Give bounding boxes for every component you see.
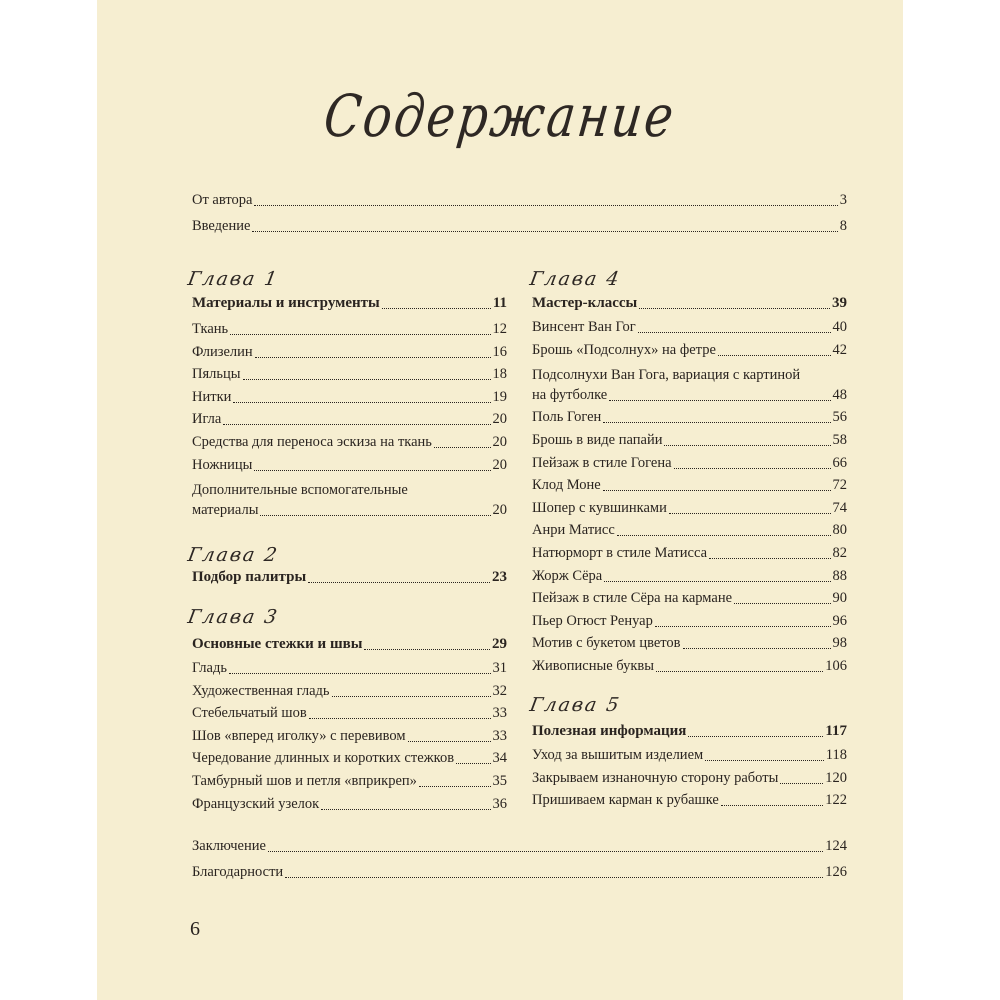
toc-entry-page: 36 bbox=[492, 795, 507, 812]
toc-entry-page: 8 bbox=[839, 218, 847, 234]
toc-entry bbox=[532, 319, 847, 336]
chapter-heading: Глава 1 bbox=[186, 268, 281, 290]
toc-entry bbox=[192, 411, 507, 428]
toc-entry-page: 20 bbox=[492, 501, 507, 518]
dot-leader bbox=[709, 558, 830, 559]
toc-entry bbox=[532, 613, 847, 630]
toc-entry-page: 18 bbox=[492, 366, 507, 383]
dot-leader bbox=[656, 671, 823, 672]
toc-entry bbox=[192, 481, 507, 519]
toc-entry-label: Жорж Сёра bbox=[532, 567, 603, 584]
chapter-heading: Глава 4 bbox=[528, 268, 623, 290]
dot-leader bbox=[638, 332, 831, 333]
toc-entry-page: 120 bbox=[825, 769, 847, 786]
toc-entry bbox=[192, 864, 847, 881]
dot-leader bbox=[419, 786, 491, 787]
toc-entry bbox=[532, 477, 847, 494]
toc-entry-page: 31 bbox=[492, 660, 507, 676]
dot-leader bbox=[705, 760, 824, 761]
toc-entry-label: Закрываем изнаночную сторону работы bbox=[532, 769, 779, 786]
toc-entry-label: Материалы и инструменты bbox=[192, 295, 380, 311]
toc-entry-label: Стебельчатый шов bbox=[192, 705, 307, 722]
toc-entry-page: 117 bbox=[825, 723, 847, 739]
toc-entry bbox=[192, 344, 507, 361]
toc-entry-label: Заключение bbox=[192, 838, 266, 854]
toc-entry bbox=[192, 683, 507, 700]
toc-entry-page: 3 bbox=[839, 192, 847, 208]
toc-entry bbox=[532, 747, 847, 764]
dot-leader bbox=[230, 334, 490, 335]
toc-entry-label: Пейзаж в стиле Сёра на кармане bbox=[532, 590, 733, 607]
toc-entry-label: Подбор палитры bbox=[192, 569, 307, 585]
toc-entry-label: Живописные буквы bbox=[532, 658, 654, 674]
toc-entry-page: 39 bbox=[832, 295, 847, 311]
dot-leader bbox=[229, 673, 491, 674]
dot-leader bbox=[233, 402, 490, 403]
dot-leader bbox=[364, 649, 490, 650]
toc-entry-label-line1: Подсолнухи Ван Гога, вариация с картиной bbox=[532, 366, 801, 383]
toc-entry bbox=[192, 569, 507, 586]
dot-leader bbox=[332, 696, 491, 697]
dot-leader bbox=[734, 603, 830, 604]
toc-entry bbox=[192, 728, 507, 745]
toc-entry-page: 42 bbox=[832, 341, 847, 358]
toc-entry bbox=[192, 838, 847, 855]
dot-leader bbox=[604, 581, 830, 582]
toc-entry-page: 96 bbox=[832, 612, 847, 629]
toc-entry-page: 20 bbox=[492, 434, 507, 450]
toc-entry-page: 11 bbox=[492, 295, 507, 311]
toc-entry-label: Брошь в виде папайи bbox=[532, 432, 663, 448]
toc-entry bbox=[532, 770, 847, 787]
toc-entry bbox=[192, 773, 507, 790]
toc-entry-page: 20 bbox=[492, 456, 507, 473]
toc-entry-label: Тамбурный шов и петля «вприкреп» bbox=[192, 773, 417, 789]
dot-leader bbox=[609, 400, 830, 401]
chapter-heading: Глава 3 bbox=[186, 606, 281, 628]
toc-entry bbox=[192, 457, 507, 474]
toc-entry-page: 98 bbox=[832, 635, 847, 652]
dot-leader bbox=[434, 447, 491, 448]
toc-entry-label: Гладь bbox=[192, 660, 227, 676]
page-number: 6 bbox=[190, 918, 200, 940]
toc-entry bbox=[532, 432, 847, 449]
toc-entry-label: на футболке bbox=[532, 386, 608, 403]
toc-entry bbox=[532, 342, 847, 359]
toc-entry bbox=[532, 295, 847, 312]
dot-leader bbox=[664, 445, 830, 446]
toc-entry-page: 66 bbox=[832, 454, 847, 471]
toc-entry bbox=[192, 434, 507, 451]
toc-entry-label: Ножницы bbox=[192, 456, 253, 473]
dot-leader bbox=[718, 355, 831, 356]
chapter-heading: Глава 5 bbox=[528, 694, 623, 716]
dot-leader bbox=[669, 513, 831, 514]
toc-entry bbox=[532, 590, 847, 607]
toc-entry-label: Нитки bbox=[192, 388, 232, 405]
toc-entry-page: 16 bbox=[492, 343, 507, 360]
dot-leader bbox=[243, 379, 491, 380]
dot-leader bbox=[655, 626, 831, 627]
toc-entry-label: Натюрморт в стиле Матисса bbox=[532, 545, 708, 561]
toc-entry-page: 56 bbox=[832, 409, 847, 426]
toc-entry bbox=[192, 660, 507, 677]
toc-entry-label: материалы bbox=[192, 501, 259, 518]
toc-entry-label: Благодарности bbox=[192, 864, 284, 880]
toc-entry-label: Пейзаж в стиле Гогена bbox=[532, 454, 672, 471]
dot-leader bbox=[603, 490, 831, 491]
toc-entry-label: Ткань bbox=[192, 321, 229, 337]
toc-entry-page: 34 bbox=[492, 750, 507, 767]
toc-entry-label: От автора bbox=[192, 192, 253, 208]
toc-entry-label: Пришиваем карман к рубашке bbox=[532, 792, 719, 809]
toc-entry-label: Средства для переноса эскиза на ткань bbox=[192, 434, 432, 450]
toc-entry bbox=[192, 366, 507, 383]
toc-entry-label: Игла bbox=[192, 411, 222, 428]
toc-entry bbox=[192, 705, 507, 722]
toc-entry-label: Шопер с кувшинками bbox=[532, 499, 667, 516]
toc-entry-label: Мотив с букетом цветов bbox=[532, 635, 681, 652]
dot-leader bbox=[285, 877, 823, 878]
toc-entry bbox=[532, 658, 847, 675]
dot-leader bbox=[223, 424, 490, 425]
toc-entry bbox=[532, 522, 847, 539]
toc-entry-page: 126 bbox=[825, 864, 847, 880]
toc-entry-label: Пьер Огюст Ренуар bbox=[532, 612, 653, 629]
toc-entry-page: 35 bbox=[492, 773, 507, 789]
toc-entry-page: 82 bbox=[832, 545, 847, 561]
dot-leader bbox=[674, 468, 831, 469]
toc-entry-label: Винсент Ван Гог bbox=[532, 319, 636, 335]
toc-entry bbox=[192, 295, 507, 312]
dot-leader bbox=[683, 648, 831, 649]
dot-leader bbox=[617, 535, 831, 536]
toc-entry-label: Анри Матисс bbox=[532, 522, 615, 539]
toc-entry-label: Мастер-классы bbox=[532, 295, 638, 311]
dot-leader bbox=[255, 357, 491, 358]
toc-entry-label: Поль Гоген bbox=[532, 409, 602, 426]
toc-entry-page: 124 bbox=[825, 838, 847, 854]
toc-entry-label: Введение bbox=[192, 218, 251, 234]
toc-entry bbox=[532, 568, 847, 585]
dot-leader bbox=[721, 805, 823, 806]
toc-entry-page: 106 bbox=[825, 658, 847, 674]
toc-entry-page: 88 bbox=[832, 567, 847, 584]
toc-entry-page: 33 bbox=[492, 705, 507, 722]
toc-entry bbox=[192, 796, 507, 813]
dot-leader bbox=[456, 763, 490, 764]
toc-entry-label: Шов «вперед иголку» с перевивом bbox=[192, 727, 406, 744]
toc-entry-label: Французский узелок bbox=[192, 795, 320, 812]
dot-leader bbox=[309, 718, 491, 719]
dot-leader bbox=[260, 515, 490, 516]
dot-leader bbox=[780, 783, 823, 784]
toc-entry-page: 33 bbox=[492, 727, 507, 744]
toc-entry-label-line1: Дополнительные вспомогательные bbox=[192, 481, 408, 498]
toc-entry-page: 122 bbox=[825, 792, 847, 809]
toc-entry bbox=[532, 635, 847, 652]
toc-entry-label: Уход за вышитым изделием bbox=[532, 747, 704, 763]
toc-entry-page: 58 bbox=[832, 432, 847, 448]
chapter-heading: Глава 2 bbox=[186, 544, 281, 566]
toc-entry-page: 19 bbox=[492, 388, 507, 405]
toc-entry-page: 12 bbox=[492, 321, 507, 337]
toc-entry bbox=[532, 500, 847, 517]
toc-entry bbox=[532, 455, 847, 472]
toc-entry bbox=[192, 389, 507, 406]
dot-leader bbox=[321, 809, 490, 810]
toc-entry-label: Художественная гладь bbox=[192, 682, 330, 699]
toc-entry-page: 29 bbox=[492, 636, 507, 652]
toc-entry-label: Основные стежки и швы bbox=[192, 636, 363, 652]
toc-entry-page: 23 bbox=[492, 569, 507, 585]
page-title: Содержание bbox=[320, 82, 680, 150]
toc-entry bbox=[192, 218, 847, 235]
toc-entry-page: 72 bbox=[832, 477, 847, 494]
toc-entry-page: 32 bbox=[492, 682, 507, 699]
toc-entry bbox=[192, 750, 507, 767]
toc-entry-page: 118 bbox=[825, 747, 847, 763]
toc-entry-label: Пяльцы bbox=[192, 366, 241, 383]
dot-leader bbox=[268, 851, 823, 852]
dot-leader bbox=[408, 741, 491, 742]
dot-leader bbox=[603, 422, 830, 423]
dot-leader bbox=[688, 736, 823, 737]
dot-leader bbox=[382, 308, 491, 309]
dot-leader bbox=[308, 582, 490, 583]
toc-entry-label: Брошь «Подсолнух» на фетре bbox=[532, 341, 716, 358]
toc-entry-page: 90 bbox=[832, 590, 847, 607]
toc-entry bbox=[532, 545, 847, 562]
toc-entry bbox=[532, 792, 847, 809]
toc-entry-page: 80 bbox=[832, 522, 847, 539]
toc-entry-page: 74 bbox=[832, 499, 847, 516]
toc-entry bbox=[192, 636, 507, 653]
toc-entry bbox=[192, 192, 847, 209]
toc-entry-page: 48 bbox=[832, 386, 847, 403]
toc-entry bbox=[532, 366, 847, 404]
toc-entry bbox=[532, 409, 847, 426]
dot-leader bbox=[252, 231, 837, 232]
toc-entry-page: 40 bbox=[832, 319, 847, 335]
toc-entry-label: Клод Моне bbox=[532, 477, 601, 494]
toc-entry-label: Флизелин bbox=[192, 343, 253, 360]
toc-entry-label: Полезная информация bbox=[532, 723, 687, 739]
dot-leader bbox=[639, 308, 830, 309]
dot-leader bbox=[254, 205, 837, 206]
toc-entry bbox=[532, 723, 847, 740]
dot-leader bbox=[254, 470, 490, 471]
toc-entry-label: Чередование длинных и коротких стежков bbox=[192, 750, 455, 767]
toc-entry-page: 20 bbox=[492, 411, 507, 428]
toc-entry bbox=[192, 321, 507, 338]
